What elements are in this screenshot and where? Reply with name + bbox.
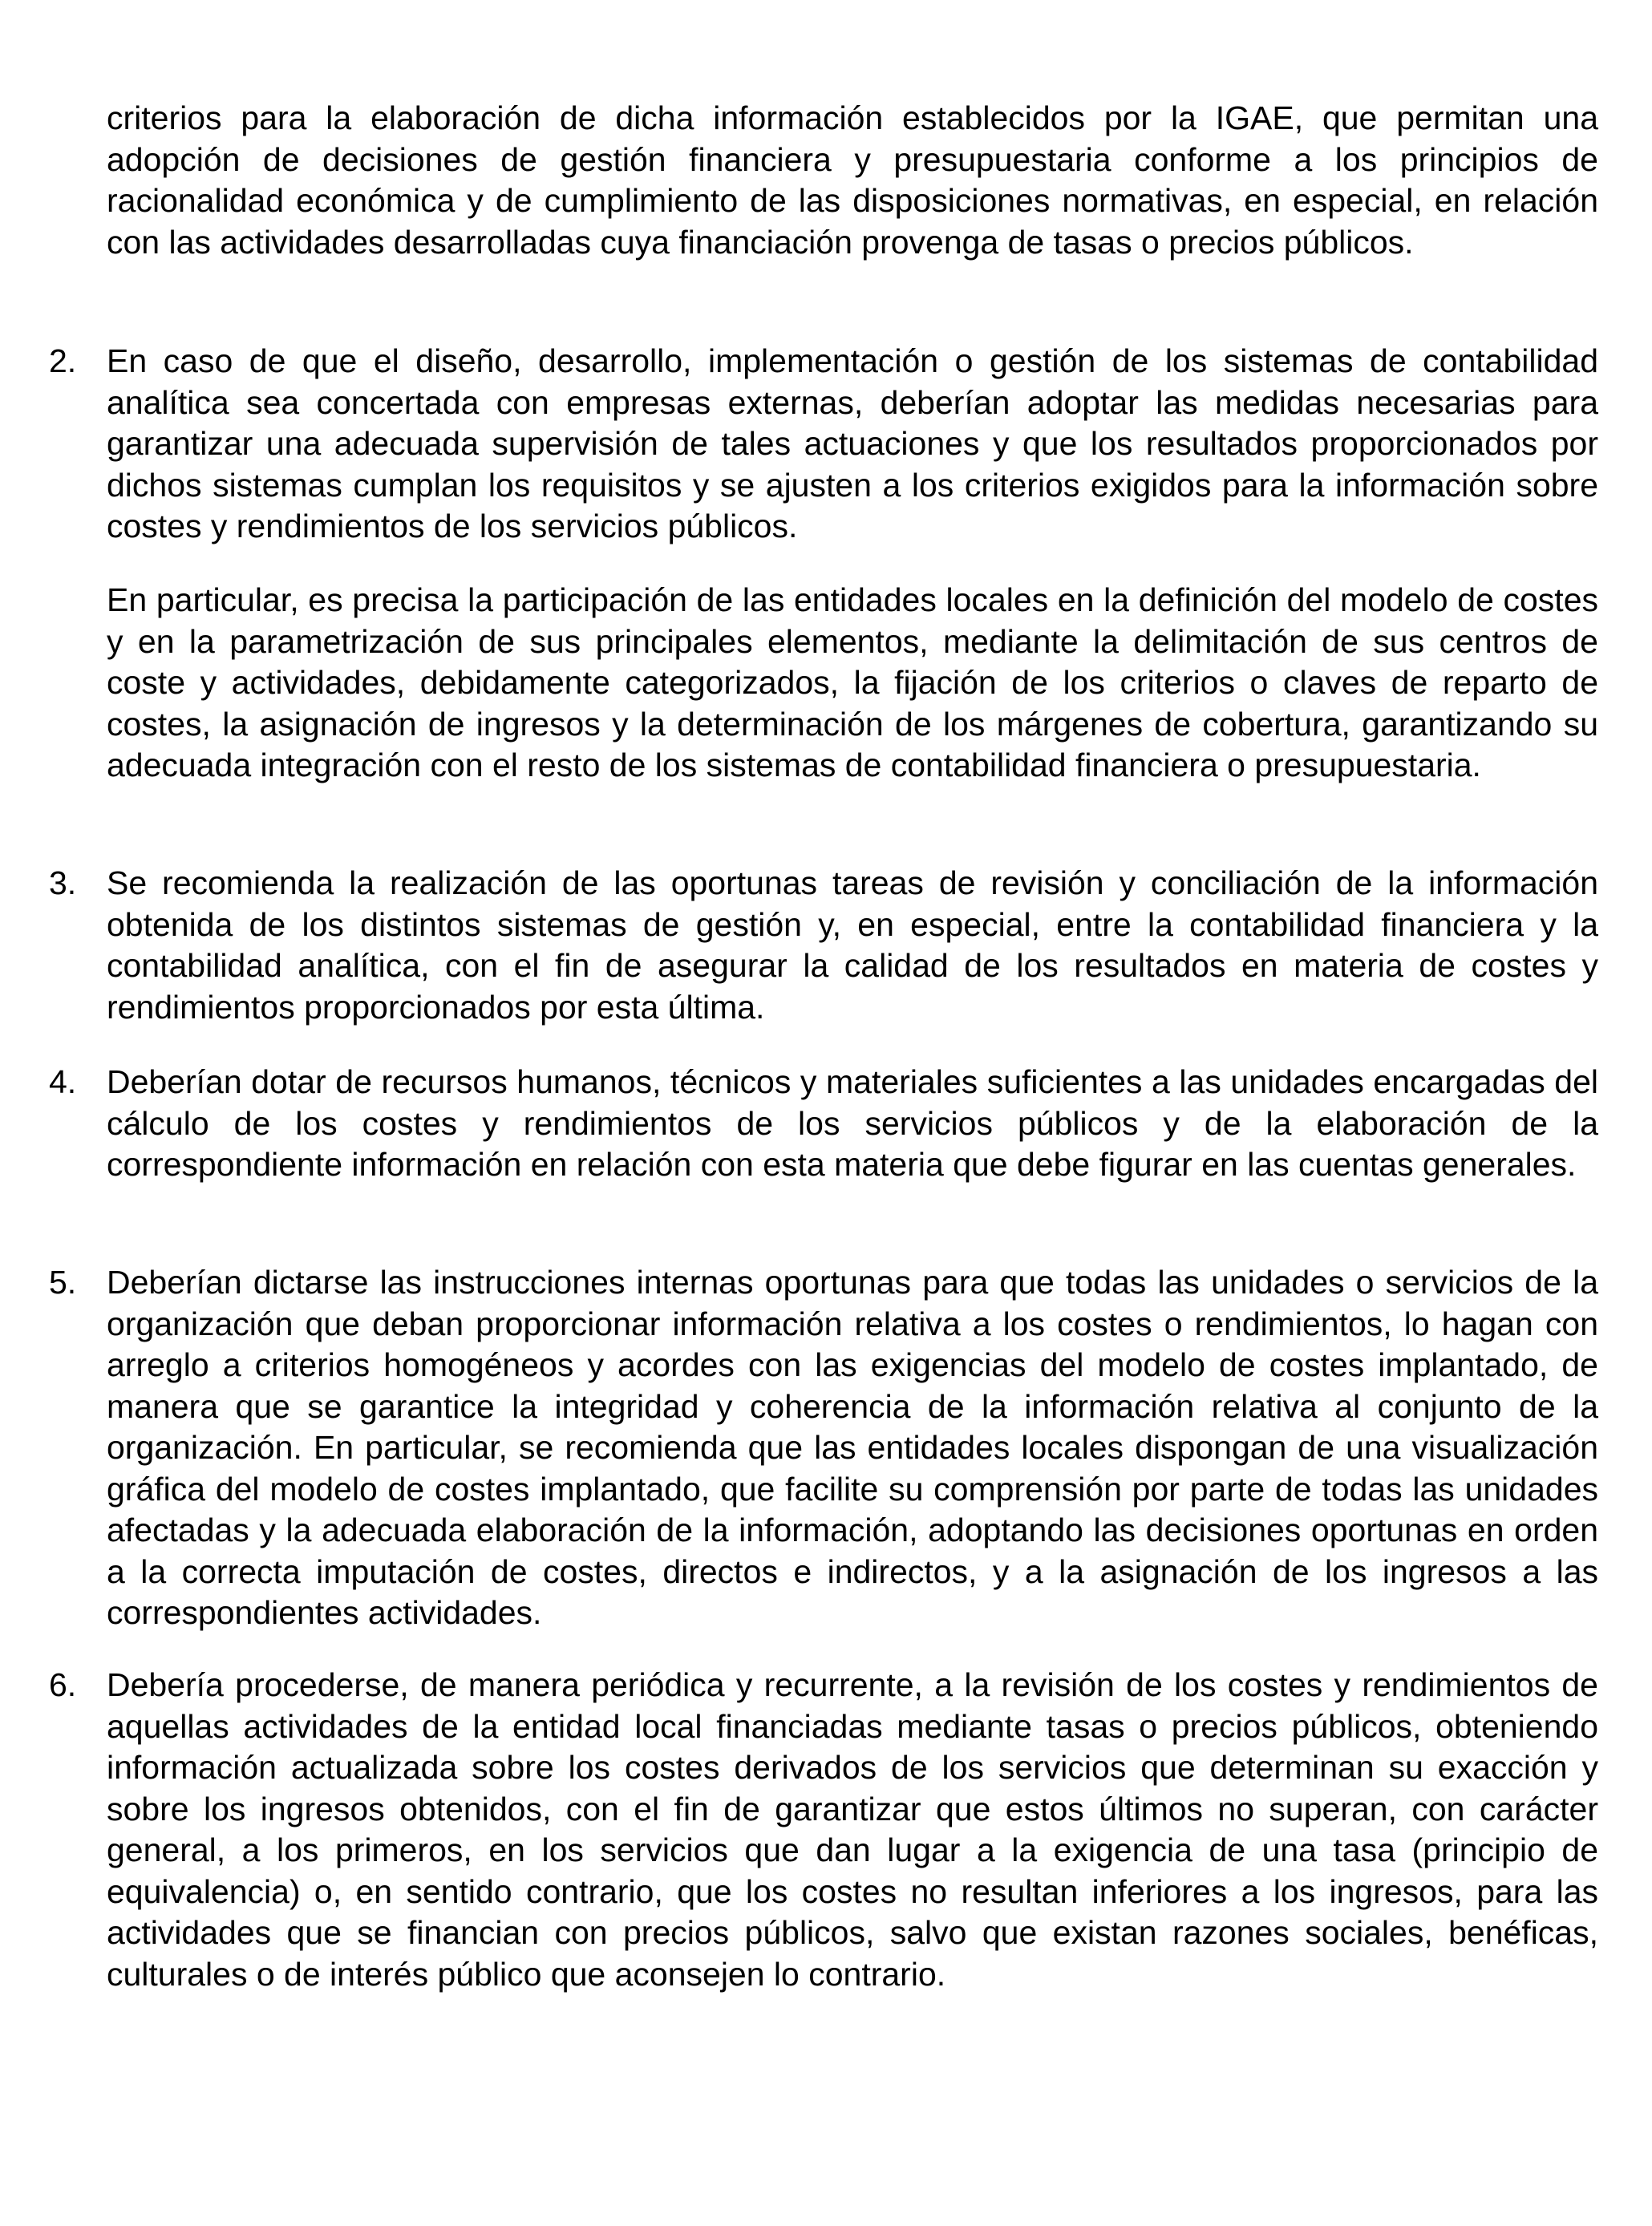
list-item-number-5: 5.: [49, 1264, 77, 1301]
intro-continuation-paragraph: criterios para la elaboración de dicha información establecidos por la IGAE, que permitan una adopción de decisiones de gestión financiera y presupuestaria conforme a los principios de racionalidad económica y de cumplimiento de las disposiciones normativas, en especial, en relación con las actividades desarrolladas cuya financiación provenga de tasas o precios públicos.: [107, 99, 1598, 261]
list-item-text-3: Se recomienda la realización de las oportunas tareas de revisión y conciliación de la información obtenida de los distintos sistemas de gestión y, en especial, entre la contabilidad financiera y la contabilidad analítica, con el fin de asegurar la calidad de los resultados en materia de costes y rendimientos proporcionados por esta última.: [107, 864, 1598, 1026]
list-item-number-6: 6.: [49, 1666, 77, 1703]
list-item-text-2: En caso de que el diseño, desarrollo, implementación o gestión de los sistemas de contabilidad analítica sea concertada con empresas externas, deberían adoptar las medidas necesarias para garantizar una adecuada supervisión de tales actuaciones y que los resultados proporcionados por dichos sistemas cumplan los requisitos y se ajusten a los criterios exigidos para la información sobre costes y rendimientos de los servicios públicos.: [107, 342, 1598, 544]
list-item-text-6: Debería procederse, de manera periódica y recurrente, a la revisión de los costes y rendimientos de aquellas actividades de la entidad local financiadas mediante tasas o precios públicos, obteniendo información actualizada sobre los costes derivados de los servicios que determinan su exacción y sobre los ingresos obtenidos, con el fin de garantizar que estos últimos no superan, con carácter general, a los primeros, en los servicios que dan lugar a la exigencia de una tasa (principio de equivalencia) o, en sentido contrario, que los costes no resultan inferiores a los ingresos, para las actividades que se financian con precios públicos, salvo que existan razones sociales, benéficas, culturales o de interés público que aconsejen lo contrario.: [107, 1666, 1598, 1993]
list-item-continuation-2: En particular, es precisa la participación de las entidades locales en la definición del modelo de costes y en la parametrización de sus principales elementos, mediante la delimitación de sus centros de coste y actividades, debidamente categorizados, la fijación de los criterios o claves de reparto de costes, la asignación de ingresos y la determinación de los márgenes de cobertura, garantizando su adecuada integración con el resto de los sistemas de contabilidad financiera o presupuestaria.: [107, 581, 1598, 783]
list-item-number-3: 3.: [49, 864, 77, 901]
list-item-text-5: Deberían dictarse las instrucciones internas oportunas para que todas las unidades o servicios de la organización que deban proporcionar información relativa a los costes o rendimientos, lo hagan con arreglo a criterios homogéneos y acordes con las exigencias del modelo de costes implantado, de manera que se garantice la integridad y coherencia de la información relativa al conjunto de la organización. En particular, se recomienda que las entidades locales dispongan de una visualización gráfica del modelo de costes implantado, que facilite su comprensión por parte de todas las unidades afectadas y la adecuada elaboración de la información, adoptando las decisiones oportunas en orden a la correcta imputación de costes, directos e indirectos, y a la asignación de los ingresos a las correspondientes actividades.: [107, 1264, 1598, 1631]
list-item-text-4: Deberían dotar de recursos humanos, técnicos y materiales suficientes a las unidades encargadas del cálculo de los costes y rendimientos de los servicios públicos y de la elaboración de la correspondiente información en relación con esta materia que debe figurar en las cuentas generales.: [107, 1063, 1598, 1183]
list-item-number-2: 2.: [49, 342, 77, 379]
list-item-number-4: 4.: [49, 1063, 77, 1100]
